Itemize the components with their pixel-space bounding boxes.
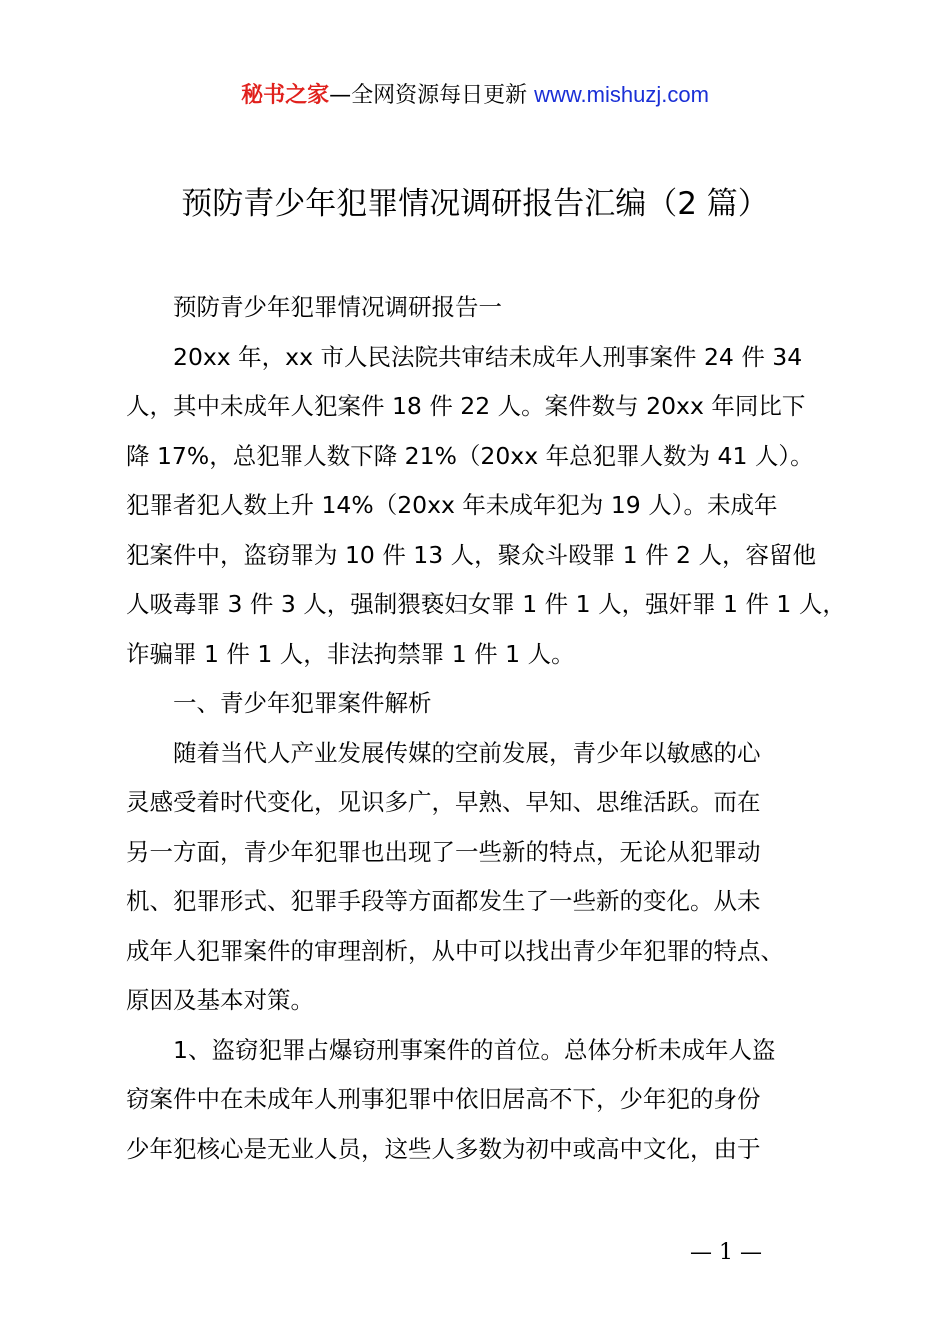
page-number: — 1 — bbox=[690, 1240, 762, 1265]
brand-name: 秘书之家 bbox=[241, 83, 330, 108]
paragraph-line: 成年人犯罪案件的审理剖析，从中可以找出青少年犯罪的特点、 bbox=[126, 936, 784, 965]
paragraph-line: 20xx 年，xx 市人民法院共审结未成年人刑事案件 24 件 34 bbox=[173, 342, 803, 371]
paragraph-line: 少年犯核心是无业人员，这些人多数为初中或高中文化，由于 bbox=[126, 1134, 761, 1163]
section-heading: 预防青少年犯罪情况调研报告一 bbox=[173, 293, 502, 321]
paragraph-line: 灵感受着时代变化，见识多广，早熟、早知、思维活跃。而在 bbox=[126, 788, 761, 816]
paragraph-line: 机、犯罪形式、犯罪手段等方面都发生了一些新的变化。从未 bbox=[126, 887, 761, 915]
paragraph-line: 随着当代人产业发展传媒的空前发展，青少年以敏感的心 bbox=[173, 738, 761, 767]
paragraph-line: 诈骗罪 1 件 1 人，非法拘禁罪 1 件 1 人。 bbox=[126, 639, 575, 668]
document-body bbox=[126, 283, 854, 1174]
header-tagline: —全网资源每日更新 bbox=[329, 83, 535, 108]
paragraph-line: 犯案件中，盗窃罪为 10 件 13 人，聚众斗殴罪 1 件 2 人，容留他 bbox=[126, 540, 816, 569]
paragraph-line: 窃案件中在未成年人刑事犯罪中依旧居高不下，少年犯的身份 bbox=[126, 1085, 761, 1113]
document-title: 预防青少年犯罪情况调研报告汇编（2 篇） bbox=[181, 186, 769, 222]
paragraph-line: 人吸毒罪 3 件 3 人，强制猥亵妇女罪 1 件 1 人，强奸罪 1 件 1 人， bbox=[126, 590, 846, 618]
site-header bbox=[0, 78, 950, 113]
paragraph-line: 1、盗窃犯罪占爆窃刑事案件的首位。总体分析未成年人盗 bbox=[173, 1035, 776, 1064]
site-url-link[interactable]: www.mishuzj.com bbox=[534, 82, 709, 107]
paragraph-line: 人，其中未成年人犯案件 18 件 22 人。案件数与 20xx 年同比下 bbox=[126, 392, 806, 420]
paragraph-line: 降 17%，总犯罪人数下降 21%（20xx 年总犯罪人数为 41 人）。 bbox=[126, 441, 814, 470]
section-heading: 一、青少年犯罪案件解析 bbox=[173, 689, 432, 717]
paragraph-line: 犯罪者犯人数上升 14%（20xx 年未成年犯为 19 人）。未成年 bbox=[126, 491, 778, 519]
paragraph-line: 另一方面，青少年犯罪也出现了一些新的特点，无论从犯罪动 bbox=[126, 837, 761, 866]
paragraph-line: 原因及基本对策。 bbox=[126, 986, 314, 1014]
